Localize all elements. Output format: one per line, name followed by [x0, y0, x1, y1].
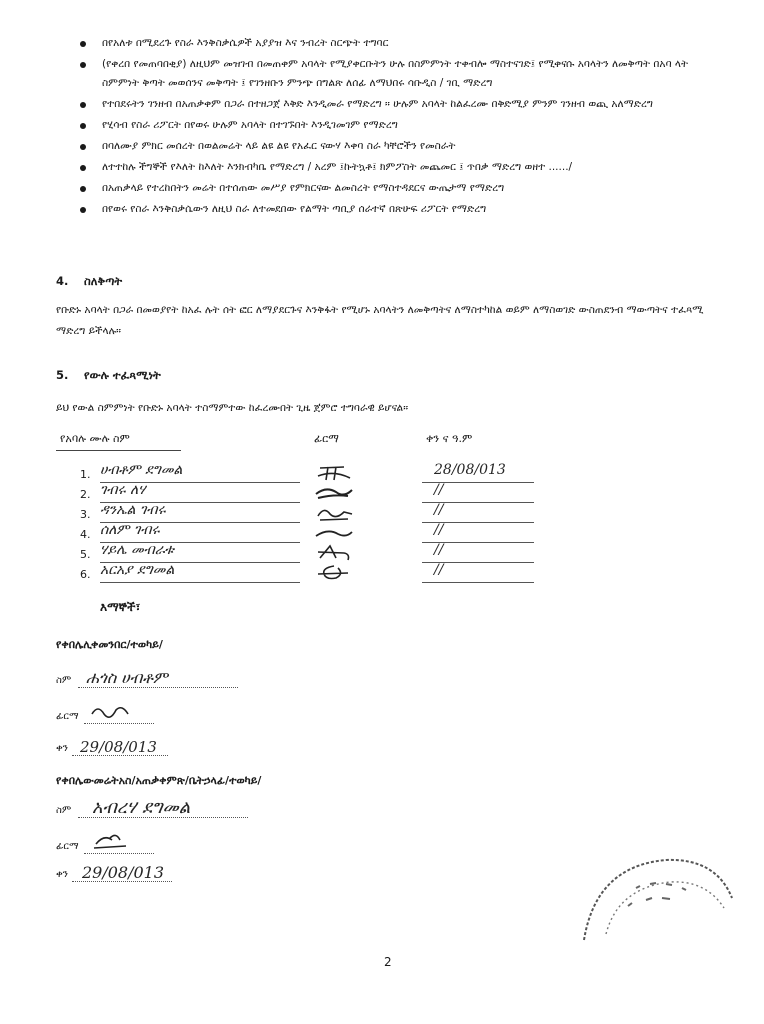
witnesses-title: እማኞች፣ [100, 600, 141, 614]
field-label: ቀን [56, 743, 68, 754]
section-4-heading [56, 274, 122, 289]
field-line [78, 817, 248, 818]
list-item: የሂሳብ የስራ ሪፖርት በየወሩ ሁሉም አባላት በተገኙበት እንዲገመገም የማድረግ [78, 116, 728, 135]
member-name: ገብሩ ለሃ [100, 482, 146, 498]
section-5-heading [56, 368, 161, 383]
signature-table [56, 432, 556, 592]
row-number: 6. [80, 568, 91, 581]
field-line [84, 723, 154, 724]
sign-date: // [434, 482, 444, 498]
row-number: 5. [80, 548, 91, 561]
list-item: በባለሙያ ምክር መሰረት በወልመሬት ላይ ልዩ ልዩ የአፈር ናውሃ እቀባ ስራ ካቸሮችን የመስራት [78, 137, 728, 156]
row-number: 3. [80, 508, 91, 521]
section-5-body: ይህ የውል ስምምነት የቡድኑ አባላት ተስማምተው ከፈረሙበት ጊዜ ጀምሮ ተግባራዊ ይሆናል። [56, 402, 409, 414]
expert-name-field [56, 794, 256, 818]
row-number: 4. [80, 528, 91, 541]
header-date: ቀን ና ዓ.ም [426, 432, 473, 445]
row-number: 1. [80, 468, 91, 481]
signature-mark [314, 564, 354, 582]
section-4-body: የቡድኑ አባላት በጋራ በመወያየት ከአፈ ሉት ሰት ፎር ለማያደርጉና እንቅፋት የሚሆኑ አባላትን ለመቅጣትና ለማስተካከል ወይም ለማስወገድ ውስጠደንብ ማውጣትና ተፈጻሚ ማድረግ ይችላሉ። [56, 304, 704, 337]
signature-mark [90, 830, 130, 852]
receiver-signature-field [56, 700, 256, 724]
sign-date: // [434, 542, 444, 558]
bullet-list [78, 34, 728, 221]
member-name: አርአያ ደግመል [100, 562, 175, 578]
list-item: (የቀረበ የመጠባበቂያ) ለዚህም መዝገብ በመጠቀም አባላት የሚያቀርቡትን ሁሉ በስምምነት ተቀብሎ ማስተናገድ፤ የሚቀናሱ አባላትን ለመቅጣት በአባ ላት ስምምነት ቅጣት መወሰንና መቅጣት ፤ የገንዘቡን ምንጭ በግልጽ ለሰፊ ለማህበሩ ሳቡዲስ / ገቢ ማድረግ [78, 55, 728, 93]
field-value: ሐጎስ ሀብቶም [86, 668, 168, 687]
header-name: የአባሉ ሙሉ ስም [60, 432, 130, 445]
list-item: በየአለቱ በሚደረጉ የስራ እንቅስቃሴዎች አያያዝ እና ንብረት ስርጭት ተግባር [78, 34, 728, 53]
name-line [100, 582, 300, 583]
field-line [78, 687, 238, 688]
sign-date: 28/08/013 [434, 462, 506, 478]
field-line [72, 881, 172, 882]
header-signature: ፊርማ [314, 432, 339, 445]
section-title: ስለቅጣት [84, 274, 123, 288]
field-value: 29/08/013 [82, 863, 165, 882]
official-stamp [566, 848, 736, 958]
date-line [422, 582, 534, 583]
list-item: ለተተከሉ ችግኞች የእለት ከእለት እንክብካቤ የማድረግ / አረም ፤ኩትኳቶ፤ ክምፖስት መጨመር ፤ ጥበቃ ማድረግ ወዘተ ....../ [78, 158, 728, 177]
field-label: ቀን [56, 869, 68, 880]
section-number: 5. [56, 368, 69, 382]
field-label: ፊርማ [56, 711, 79, 722]
section-number: 4. [56, 274, 69, 288]
expert-signature-field [56, 830, 256, 854]
list-item: በየወሩ የስራ እንቅስቃሴውን ለዚህ ስራ ለተመደበው የልማት ጣቢያ ሰራተኛ በጽሁፍ ሪፖርት የማድረግ [78, 200, 728, 219]
member-name: ሃይሌ መብራቱ [100, 542, 174, 558]
field-value: 29/08/013 [80, 738, 157, 756]
member-name: ሰለም ገብሩ [100, 522, 160, 538]
member-name: ሀብቶም ደግመል [100, 462, 183, 478]
table-row [56, 562, 556, 586]
signature-mark [314, 504, 354, 522]
row-number: 2. [80, 488, 91, 501]
receiver-name-field [56, 664, 256, 688]
field-line [84, 853, 154, 854]
field-label: ፊርማ [56, 841, 79, 852]
signature-mark [314, 464, 354, 482]
expert-date-field [56, 858, 256, 882]
page-number: 2 [384, 955, 392, 969]
expert-heading: የቀበሌውመሬትአስ/አጠቃቀምጽ/ቤትኃላፊ/ተወካይ/ [56, 774, 262, 787]
member-name: ዳንኤል ገብሩ [100, 502, 166, 518]
receiver-date-field [56, 732, 256, 756]
list-item: በአጠቃላይ የተረከበትን መሬት በተሰጠው መሥያ የምክርናው ልመስረት የማስተዳደርና ውጤታማ የማድረግ [78, 179, 728, 198]
list-item: የተበደሩትን ገንዘብ በአጠቃቀም በጋራ በተዘጋጀ እቅድ እንዲመራ የማድረግ ። ሁሉም አባላት ከልፈረሙ በቅድሚያ ምንም ገንዘብ ወጪ አለማድረግ [78, 95, 728, 114]
receiver-heading: የቀበሌሊቀመንበር/ተወካይ/ [56, 638, 163, 651]
signature-mark [314, 544, 354, 562]
signature-mark [88, 702, 132, 722]
signature-mark [314, 524, 354, 542]
sign-date: // [434, 502, 444, 518]
section-title: የውሉ ተፈጻሚነት [84, 368, 161, 382]
field-line [72, 755, 168, 756]
header-underline [56, 450, 181, 451]
field-label: ስም [56, 805, 72, 816]
field-label: ስም [56, 675, 72, 686]
signature-mark [314, 484, 354, 502]
sign-date: // [434, 522, 444, 538]
sign-date: // [434, 562, 444, 578]
field-value: አብረሃ ደግመል [92, 797, 191, 818]
